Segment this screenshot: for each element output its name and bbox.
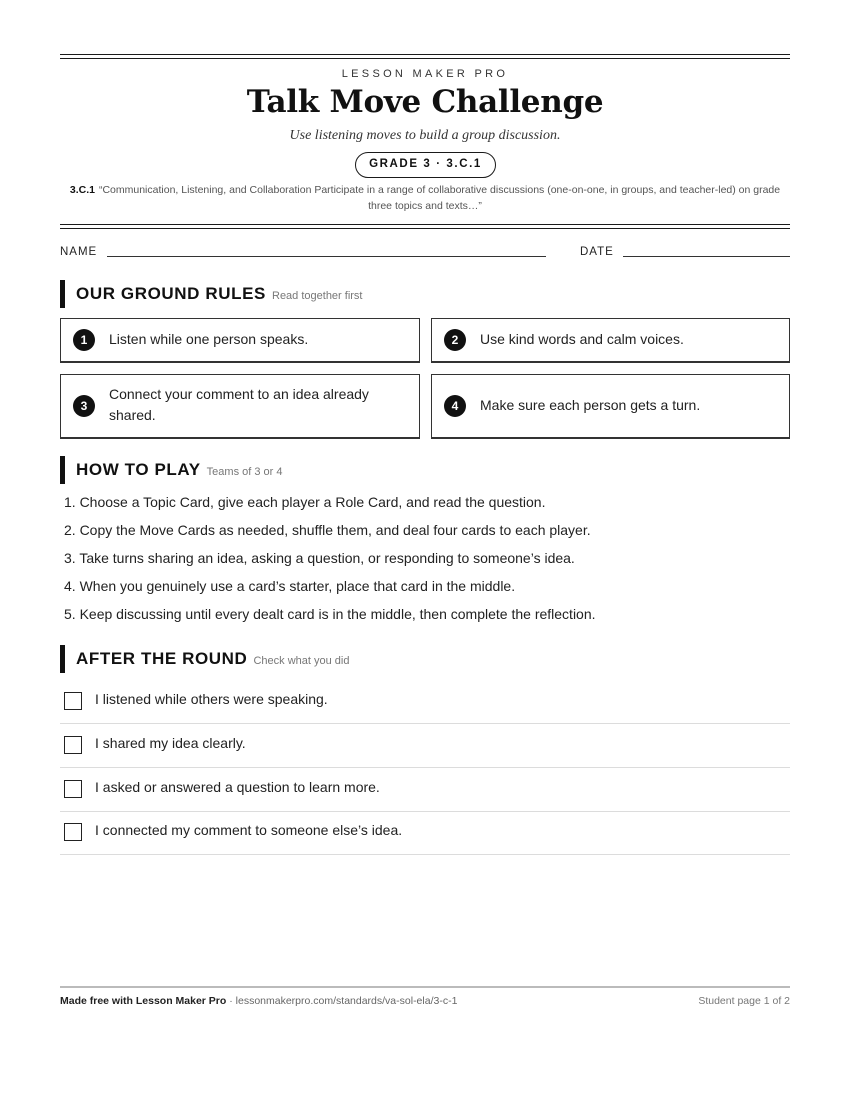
instruction-step: 2. Copy the Move Cards as needed, shuffle them, and deal four cards to each player. — [64, 522, 591, 538]
page-subtitle: Use listening moves to build a group discussion. — [289, 128, 561, 143]
name-field[interactable] — [107, 256, 546, 257]
ground-rules-heading — [60, 280, 790, 308]
reflection-item — [60, 724, 790, 768]
page-footer — [60, 995, 790, 1007]
reflection-item — [60, 680, 790, 724]
standard-text: “Communication, Listening, and Collaboration Participate in a range of collaborative discussions (one-on-one, in groups, and teacher-led) on grade three topics and texts…” — [98, 184, 781, 212]
name-label: NAME — [60, 246, 98, 258]
rule-text: Listen while one person speaks. — [109, 331, 309, 347]
after-round-hint: Check what you did — [253, 655, 350, 667]
reflection-item — [60, 811, 790, 855]
footer-separator: · — [226, 995, 236, 1007]
rule-number-badge: 1 — [73, 329, 95, 351]
instruction-step: 3. Take turns sharing an idea, asking a question, or responding to someone’s idea. — [64, 550, 575, 566]
footer-url[interactable]: lessonmakerpro.com/standards/va-sol-ela/3-c-1 — [235, 995, 458, 1007]
rule-text: Use kind words and calm voices. — [480, 331, 684, 347]
rule-text: Make sure each person gets a turn. — [480, 397, 701, 413]
standard-code: 3.C.1 — [69, 184, 95, 196]
footer-rule — [60, 986, 790, 988]
ground-rule-card — [60, 374, 420, 439]
section-accent-bar — [60, 645, 65, 673]
reflection-text: I shared my idea clearly. — [95, 735, 246, 751]
section-accent-bar — [60, 456, 65, 484]
date-label: DATE — [580, 246, 614, 258]
rule-number-badge: 2 — [444, 329, 466, 351]
brand-label: LESSON MAKER PRO — [341, 68, 509, 80]
footer-made-with: Made free with Lesson Maker Pro — [60, 995, 227, 1007]
ground-rule-card — [60, 318, 420, 363]
worksheet-page — [60, 0, 790, 1100]
grade-badge: GRADE 3 · 3.C.1 — [355, 152, 496, 178]
ground-rule-card — [431, 374, 790, 439]
footer-page-number: Student page 1 of 2 — [698, 995, 790, 1007]
reflection-checkbox[interactable] — [64, 823, 82, 841]
rule-text: Connect your comment to an idea already shared. — [109, 386, 369, 423]
reflection-checkbox[interactable] — [64, 780, 82, 798]
page-title: Talk Move Challenge — [246, 84, 604, 120]
section-accent-bar — [60, 280, 65, 308]
reflection-text: I listened while others were speaking. — [95, 691, 328, 707]
header-double-rule — [60, 224, 790, 229]
how-to-play-heading — [60, 456, 790, 484]
how-to-play-title: HOW TO PLAY — [76, 460, 201, 479]
rule-number-badge: 3 — [73, 395, 95, 417]
reflection-checkbox[interactable] — [64, 736, 82, 754]
reflection-checkbox[interactable] — [64, 692, 82, 710]
reflection-item — [60, 768, 790, 812]
ground-rules-title: OUR GROUND RULES — [76, 284, 266, 303]
rule-number-badge: 4 — [444, 395, 466, 417]
instruction-step: 4. When you genuinely use a card’s starter, place that card in the middle. — [64, 578, 516, 594]
instruction-step: 5. Keep discussing until every dealt card is in the middle, then complete the reflection. — [64, 606, 596, 622]
after-round-heading — [60, 645, 790, 673]
instruction-steps — [64, 490, 784, 630]
ground-rules-hint: Read together first — [272, 290, 363, 302]
reflection-text: I asked or answered a question to learn more. — [95, 779, 380, 795]
standard-description — [60, 182, 790, 214]
instruction-step: 1. Choose a Topic Card, give each player a Role Card, and read the question. — [64, 494, 546, 510]
after-round-title: AFTER THE ROUND — [76, 649, 248, 668]
top-double-rule — [60, 54, 790, 59]
ground-rule-card — [431, 318, 790, 363]
how-to-play-hint: Teams of 3 or 4 — [206, 466, 283, 478]
date-field[interactable] — [623, 256, 790, 257]
reflection-text: I connected my comment to someone else’s idea. — [95, 822, 403, 838]
